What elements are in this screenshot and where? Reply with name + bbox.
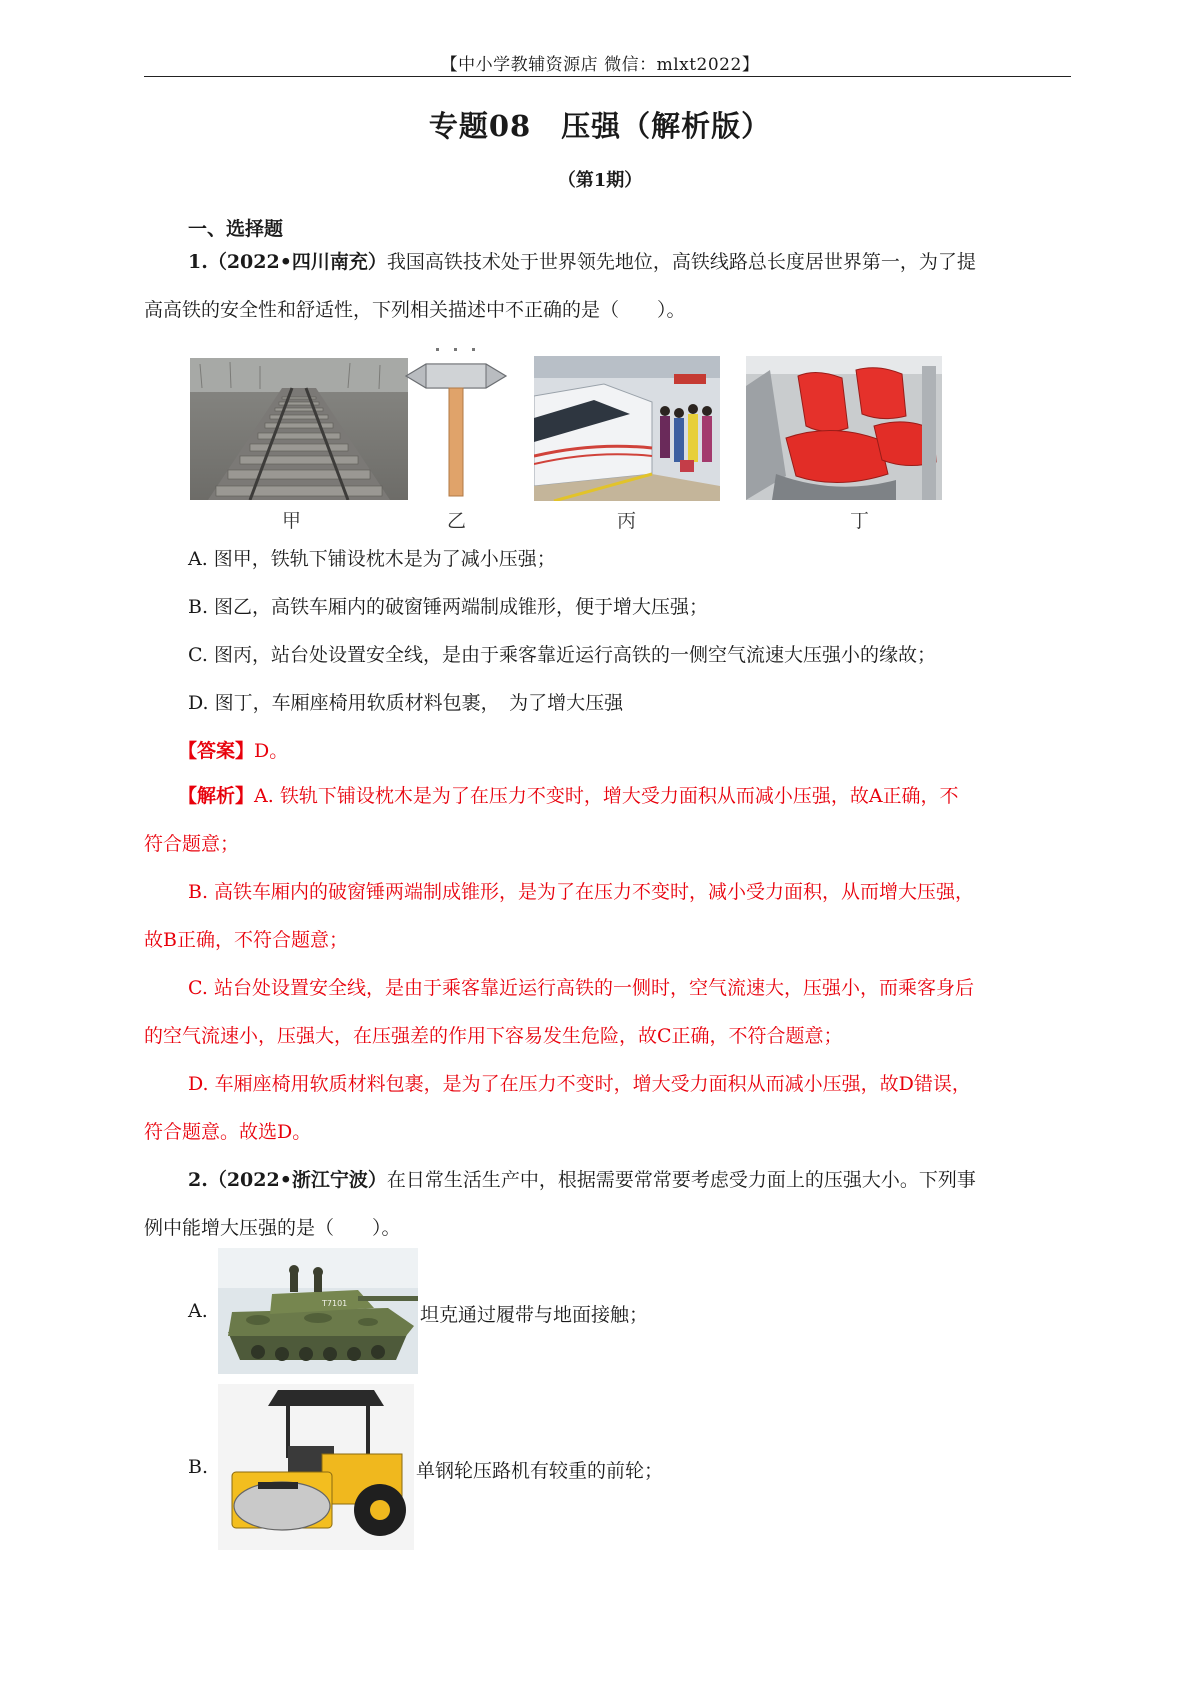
analysis-tag: 【解析】 [178, 785, 255, 807]
hammer-image [404, 346, 508, 500]
question-1-option-c: C. 图丙，站台处设置安全线，是由于乘客靠近运行高铁的一侧空气流速大压强小的缘故； [188, 644, 936, 666]
analysis-b-line2: 故B正确，不符合题意； [144, 929, 348, 951]
document-title: 专题08 压强（解析版） [428, 109, 772, 143]
question-2-option-a-text: 坦克通过履带与地面接触； [420, 1304, 649, 1326]
figure-label-yi: 乙 [447, 510, 467, 532]
question-2-stem-line1: 在日常生活生产中，根据需要常常要考虑受力面上的压强大小。下列事 [386, 1169, 976, 1191]
road-roller-image [218, 1384, 414, 1550]
figure-bing-train [534, 356, 720, 501]
analysis-c-line1: C. 站台处设置安全线，是由于乘客靠近运行高铁的一侧时，空气流速大，压强小，而乘客身后 [188, 977, 974, 999]
figure-yi-hammer [404, 346, 508, 500]
train-image [534, 356, 720, 501]
page-header: 【中小学教辅资源店 微信：mlxt2022】 [440, 55, 760, 75]
question-2-stem [144, 1156, 1072, 1252]
answer-value: D。 [254, 740, 289, 762]
question-1-analysis-b [144, 868, 1072, 964]
analysis-d-line1: D. 车厢座椅用软质材料包裹，是为了在压力不变时，增大受力面积从而减小压强，故D错误， [188, 1073, 971, 1095]
question-1-option-b: B. 图乙，高铁车厢内的破窗锤两端制成锥形，便于增大压强； [188, 596, 709, 618]
header-rule [144, 76, 1071, 77]
question-1-source: 1.（2022•四川南充） [188, 251, 387, 273]
question-2-option-b-letter: B. [188, 1456, 209, 1478]
question-1-answer [178, 736, 288, 766]
question-1-analysis-c [144, 964, 1072, 1060]
figure-label-jia: 甲 [282, 510, 302, 532]
tank-image [218, 1248, 418, 1374]
analysis-a-line1: A. 铁轨下铺设枕木是为了在压力不变时，增大受力面积从而减小压强，故A正确，不 [254, 785, 959, 807]
document-subtitle: （第1期） [557, 170, 643, 191]
question-1-stem-line2: 高高铁的安全性和舒适性，下列相关描述中不正确的是（ ）。 [144, 299, 686, 321]
question-1-stem-line1: 我国高铁技术处于世界领先地位，高铁线路总长度居世界第一，为了提 [386, 251, 976, 273]
figure-jia-railway [190, 358, 408, 500]
seats-image [746, 356, 942, 500]
question-1-stem [144, 238, 1072, 334]
analysis-c-line2: 的空气流速小，压强大，在压强差的作用下容易发生危险，故C正确，不符合题意； [144, 1025, 843, 1047]
question-1-analysis-a [144, 772, 1072, 868]
question-1-analysis-d [144, 1060, 1072, 1156]
answer-tag: 【答案】 [178, 740, 255, 762]
analysis-b-line1: B. 高铁车厢内的破窗锤两端制成锥形，是为了在压力不变时，减小受力面积，从而增大压强， [188, 881, 975, 903]
tank-marking: T7101 [322, 1299, 348, 1308]
question-1-figures [190, 356, 1040, 536]
figure-label-bing: 丙 [617, 510, 637, 532]
question-1-option-a: A. 图甲，铁轨下铺设枕木是为了减小压强； [188, 548, 556, 570]
section-heading: 一、选择题 [188, 218, 284, 240]
analysis-a-line2: 符合题意； [144, 833, 240, 855]
question-2-stem-line2: 例中能增大压强的是（ ）。 [144, 1217, 401, 1239]
figure-label-ding: 丁 [850, 510, 870, 532]
question-2-option-a-letter: A. [188, 1300, 208, 1322]
question-1-option-d: D. 图丁，车厢座椅用软质材料包裹， 为了增大压强 [188, 692, 624, 714]
question-2-source: 2.（2022•浙江宁波） [188, 1169, 387, 1191]
question-2-option-b-text: 单钢轮压路机有较重的前轮； [416, 1460, 664, 1482]
railway-image [190, 358, 408, 500]
figure-ding-seats [746, 356, 942, 500]
analysis-d-line2: 符合题意。故选D。 [144, 1121, 312, 1143]
